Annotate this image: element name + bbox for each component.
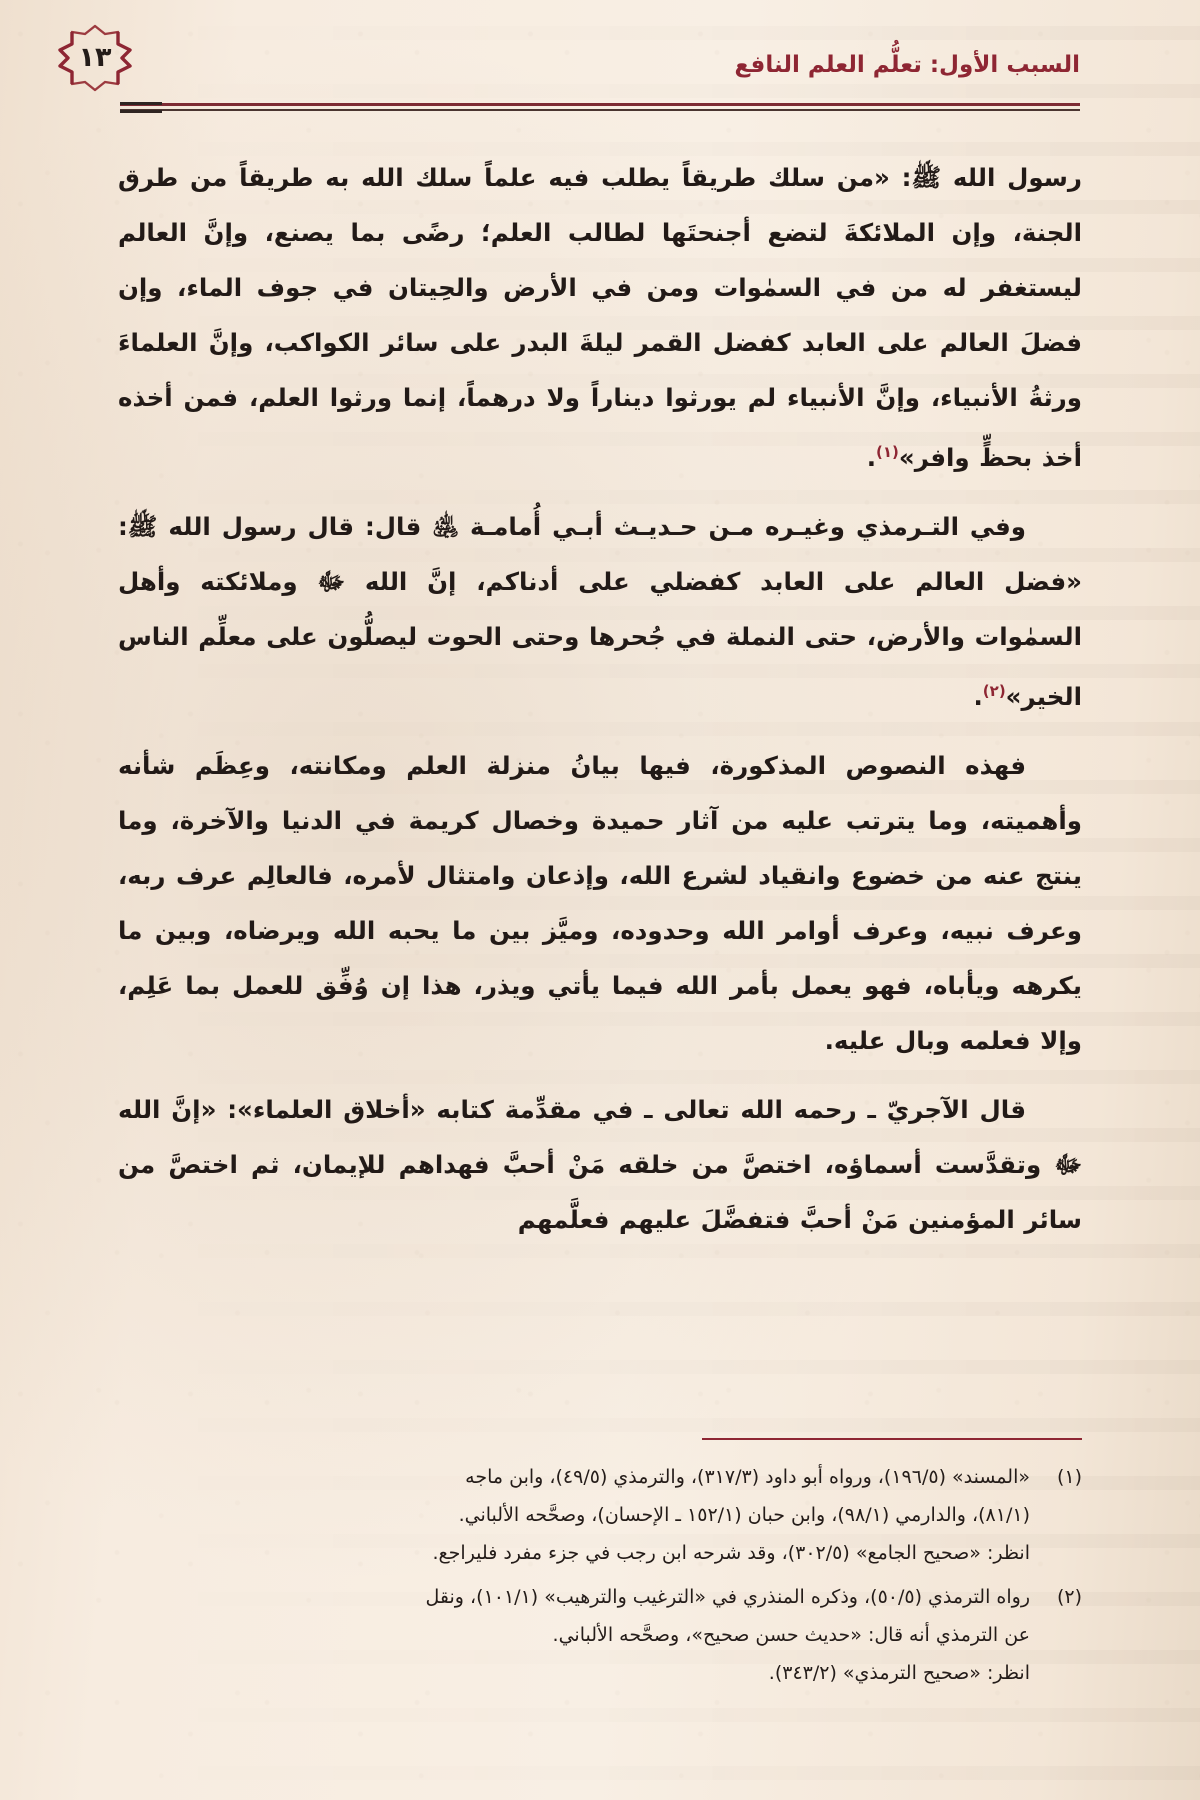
footnote-reference[interactable]: (٢) xyxy=(982,682,1006,701)
header-rule-end-cap xyxy=(120,101,162,115)
body-text-column xyxy=(118,150,1082,1261)
footnote-item xyxy=(118,1458,1082,1572)
paragraph-tail: . xyxy=(866,443,877,473)
header-rule-group xyxy=(120,103,1080,111)
footnote-body xyxy=(118,1458,1030,1572)
paragraph-text: رسول الله ﷺ: «من سلك طريقاً يطلب فيه علماً سلك الله به طريقاً من طرق الجنة، وإن الملائكةَ لتضع أجنحتَها لطالب العلم؛ رضًى بما يصنع، وإنَّ العالم ليستغفر له من في السمٰوات ومن في الأرض والحِيتان في جوف الماء، وإن فضلَ العالم على العابد كفضل القمر ليلةَ البدر على سائر الكواكب، وإنَّ العلماءَ ورثةُ الأنبياء، وإنَّ الأنبياء لم يورثوا ديناراً ولا درهماً، إنما ورثوا العلم، فمن أخذه أخذ بحظٍّ وافر» xyxy=(118,163,1082,473)
header-rule-red xyxy=(120,103,1080,106)
footnote-line: عن الترمذي أنه قال: «حديث حسن صحيح»، وصحَّحه الألباني. xyxy=(552,1624,1030,1647)
footnote-reference[interactable]: (١) xyxy=(876,443,899,461)
paragraph-text: قال الآجريّ ـ رحمه الله تعالى ـ في مقدِّمة كتابه «أخلاق العلماء»: «إنَّ الله ﷻ وتقدَّست أسماؤه، اختصَّ من خلقه مَنْ أحبَّ فهداهم للإيمان، ثم اختصَّ من سائر المؤمنين مَنْ أحبَّ فتفضَّلَ عليهم فعلَّمهم xyxy=(118,1095,1082,1235)
footnote-line: (٨١/١)، والدارمي (٩٨/١)، وابن حبان (١٥٢/١ ـ الإحسان)، وصحَّحه الألباني. xyxy=(458,1504,1030,1527)
paragraph-text: فهذه النصوص المذكورة، فيها بيانُ منزلة العلم ومكانته، وعِظَم شأنه وأهميته، وما يترتب عليه من آثار حميدة وخصال كريمة في الدنيا والآخرة، وما ينتج عنه من خضوع وانقياد لشرع الله، وإذعان وامتثال لأمره، فالعالِم عرف ربه، وعرف نبيه، وعرف أوامر الله وحدوده، وميَّز بين ما يحبه الله ويرضاه، وبين ما يكرهه ويأباه، فهو يعمل بأمر الله فيما يأتي ويذر، هذا إن وُفِّق للعمل بما عَلِم، وإلا فعلمه وبال عليه. xyxy=(118,751,1082,1056)
page-number: ١٣ xyxy=(78,41,112,73)
footnote-item xyxy=(118,1578,1082,1692)
header-chapter-title: السبب الأول: تعلُّم العلم النافع xyxy=(734,52,1080,78)
paragraph-tail: . xyxy=(973,682,983,712)
footnote-marker: (٢) xyxy=(1056,1586,1082,1609)
paragraph-tirmidhi-intro xyxy=(118,499,1082,724)
paragraph-commentary-1 xyxy=(118,738,1082,1068)
footnote-body xyxy=(118,1578,1030,1692)
page-number-badge xyxy=(52,22,138,94)
paragraph-text: وفي التـرمذي وغيـره مـن حـديـث أبـي أُمامـة ﵁ قال: قال رسول الله ﷺ: «فضل العالم على العابد كفضلي على أدناكم، إنَّ الله ﷻ وملائكته وأهل السمٰوات والأرض، حتى النملة في جُحرها وحتى الحوت ليصلُّون على معلِّم الناس الخير» xyxy=(118,512,1082,712)
footnote-line: رواه الترمذي (٥٠/٥)، وذكره المنذري في «الترغيب والترهيب» (١٠١/١)، ونقل xyxy=(425,1586,1030,1609)
paragraph-ajurri-quote xyxy=(118,1082,1082,1247)
running-header xyxy=(120,52,1080,138)
footnote-line: انظر: «صحيح الترمذي» (٣٤٣/٢). xyxy=(768,1662,1030,1685)
footnote-marker: (١) xyxy=(1056,1466,1082,1489)
paragraph-hadith-1 xyxy=(118,150,1082,485)
footnotes-section xyxy=(118,1438,1082,1698)
header-rule-dark xyxy=(120,109,1080,111)
footnote-line: «المسند» (١٩٦/٥)، ورواه أبو داود (٣١٧/٣)، والترمذي (٤٩/٥)، وابن ماجه xyxy=(465,1466,1030,1489)
footnote-separator-rule xyxy=(702,1438,1082,1440)
footnote-line: انظر: «صحيح الجامع» (٣٠٢/٥)، وقد شرحه ابن رجب في جزء مفرد فليراجع. xyxy=(432,1542,1030,1565)
